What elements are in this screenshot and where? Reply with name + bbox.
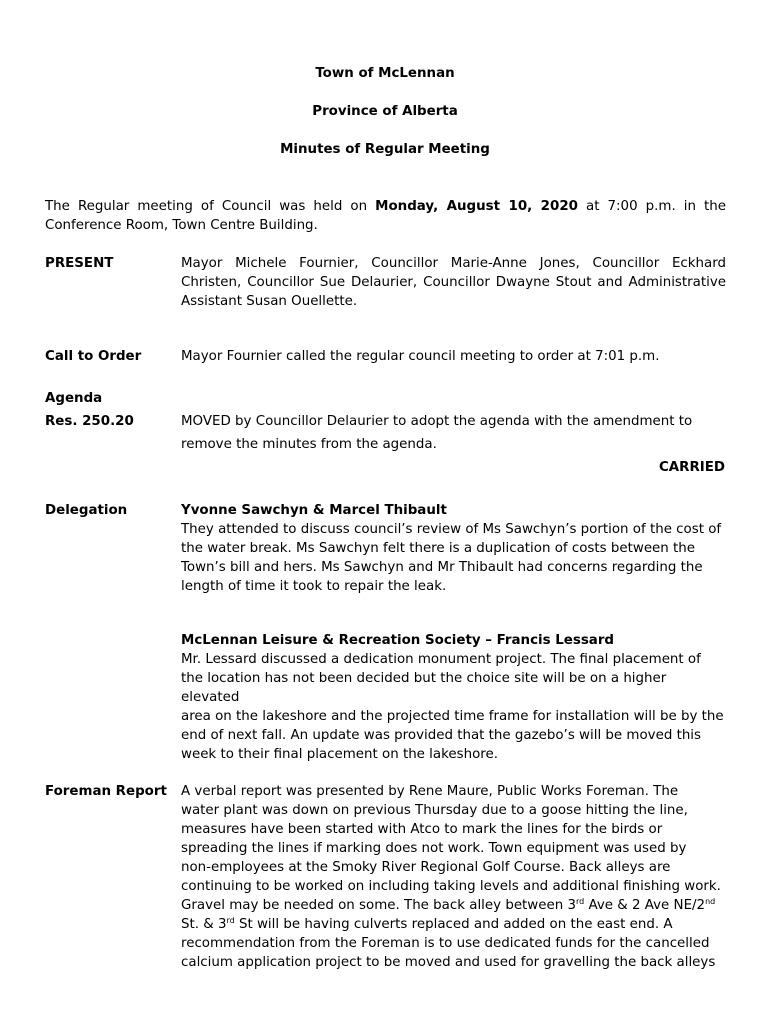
foreman-line: calcium application project to be moved and used for gravelling the back alleys xyxy=(181,955,716,970)
delegation-line: end of next fall. An update was provided that the gazebo’s will be moved this xyxy=(181,728,702,743)
delegation-line: area on the lakeshore and the projected time frame for installation will be by the xyxy=(181,709,724,724)
intro-text-2: at 7:00 p.m. in the Conference Room, Town Centre Building. xyxy=(45,199,726,233)
delegation-item xyxy=(181,501,726,596)
delegation-line: They attended to discuss council’s review of Ms Sawchyn’s portion of the cost of xyxy=(181,522,722,537)
foreman-line: non-employees at the Smoky River Regional Golf Course. Back alleys are xyxy=(181,860,671,875)
delegation-line: Town’s bill and hers. Ms Sawchyn and Mr Thibault had concerns regarding the xyxy=(181,560,703,575)
delegation-label: Delegation xyxy=(45,503,128,518)
province-title: Province of Alberta xyxy=(312,104,458,119)
delegation-line: the location has not been decided but the choice site will be on a higher elevated xyxy=(181,671,667,705)
agenda-label: Agenda xyxy=(45,391,103,406)
foreman-line: A verbal report was presented by Rene Maure, Public Works Foreman. The xyxy=(181,784,679,799)
superscript: rd xyxy=(576,897,585,906)
foreman-report-label: Foreman Report xyxy=(45,784,167,799)
agenda-motion-line-1: MOVED by Councillor Delaurier to adopt the agenda with the amendment to xyxy=(181,414,693,429)
foreman-line xyxy=(181,915,726,934)
delegation-heading: Yvonne Sawchyn & Marcel Thibault xyxy=(181,503,447,518)
town-title: Town of McLennan xyxy=(315,66,455,81)
present-label: PRESENT xyxy=(45,256,114,271)
call-to-order-text: Mayor Fournier called the regular council meeting to order at 7:01 p.m. xyxy=(181,349,660,364)
foreman-line: recommendation from the Foreman is to use dedicated funds for the cancelled xyxy=(181,936,710,951)
delegation-item xyxy=(181,631,726,764)
foreman-text: St. & 3 xyxy=(181,917,227,932)
superscript: rd xyxy=(226,916,235,925)
agenda-motion-line-2: remove the minutes from the agenda. xyxy=(181,437,437,452)
delegation-line: length of time it took to repair the leak. xyxy=(181,579,447,594)
superscript: nd xyxy=(705,897,716,906)
foreman-report-text xyxy=(181,782,726,972)
resolution-number: Res. 250.20 xyxy=(45,414,134,429)
foreman-line: spreading the lines if marking does not work. Town equipment was used by xyxy=(181,841,687,856)
present-text: Mayor Michele Fournier, Councillor Marie-Anne Jones, Councillor Eckhard Christen, Councillor Sue Delaurier, Councillor Dwayne Stout and Administrative Assistant Susan Ouellette. xyxy=(181,256,726,309)
foreman-text: St will be having culverts replaced and added on the east end. A xyxy=(234,917,673,932)
intro-paragraph xyxy=(45,197,726,235)
foreman-line: continuing to be worked on including taking levels and additional finishing work. xyxy=(181,879,721,894)
foreman-line: water plant was down on previous Thursday due to a goose hitting the line, xyxy=(181,803,688,818)
foreman-line xyxy=(181,896,726,915)
delegation-line: the water break. Ms Sawchyn felt there is a duplication of costs between the xyxy=(181,541,696,556)
meeting-date: Monday, August 10, 2020 xyxy=(375,199,578,214)
delegation-heading: McLennan Leisure & Recreation Society – Francis Lessard xyxy=(181,633,615,648)
delegation-line: Mr. Lessard discussed a dedication monument project. The final placement of xyxy=(181,652,701,667)
intro-text-1: The Regular meeting of Council was held on xyxy=(45,199,368,214)
delegation-line: week to their final placement on the lakeshore. xyxy=(181,747,498,762)
foreman-line: measures have been started with Atco to mark the lines for the birds or xyxy=(181,822,663,837)
foreman-text: Gravel may be needed on some. The back alley between 3 xyxy=(181,898,576,913)
carried-label: CARRIED xyxy=(658,460,725,475)
call-to-order-label: Call to Order xyxy=(45,349,142,364)
document-title: Minutes of Regular Meeting xyxy=(280,142,490,157)
foreman-text: Ave & 2 Ave NE/2 xyxy=(584,898,706,913)
